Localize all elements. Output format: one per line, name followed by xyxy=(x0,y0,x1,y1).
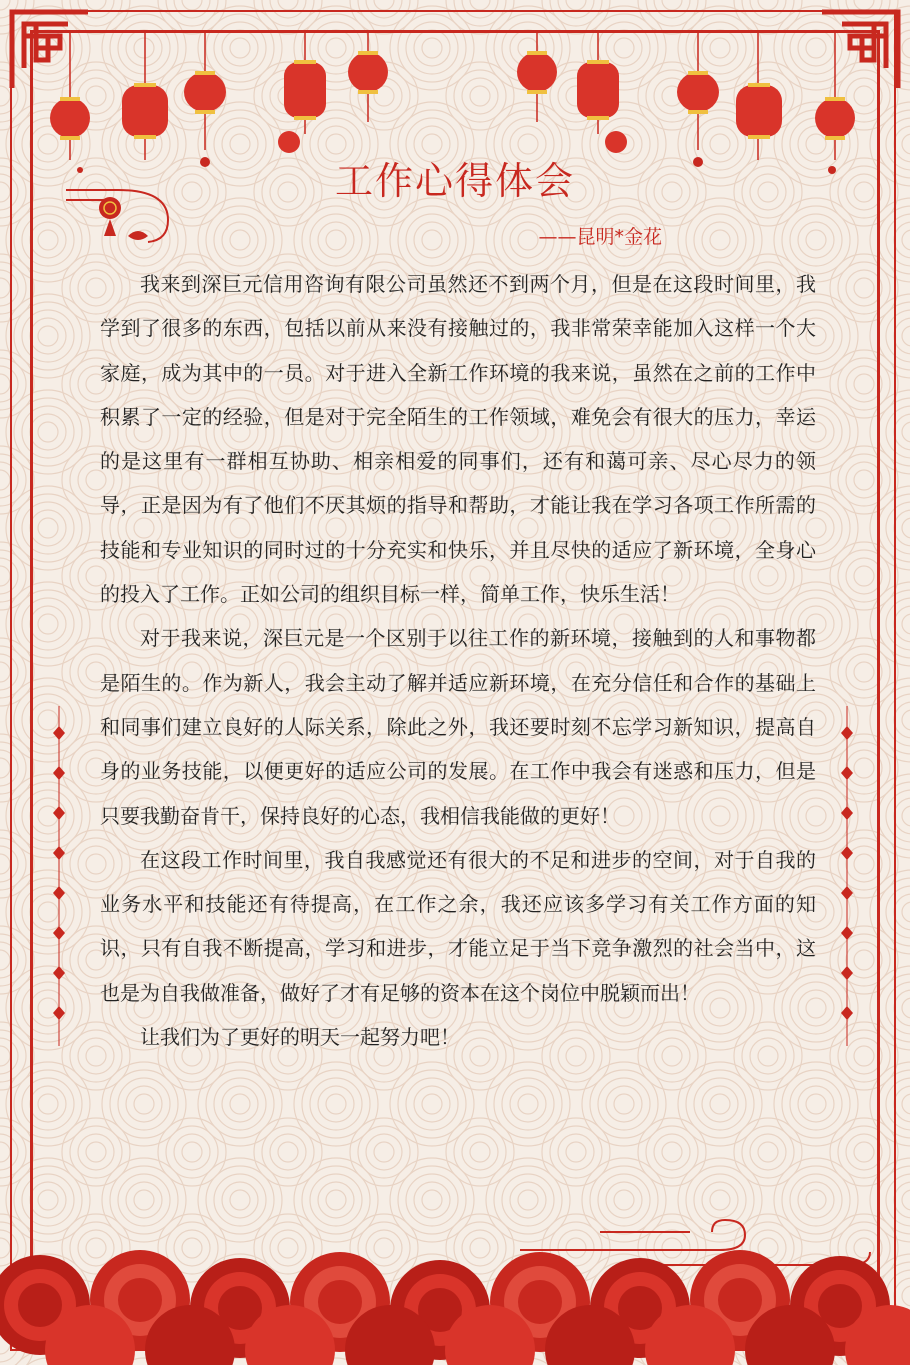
diamond-string-left-icon xyxy=(52,706,66,1046)
paragraph-4: 让我们为了更好的明天一起努力吧！ xyxy=(140,1025,460,1050)
diamond-string-right-icon xyxy=(840,706,854,1046)
author-signature: ——昆明*金花 xyxy=(538,226,662,248)
document-title: 工作心得体会 xyxy=(334,159,575,203)
body-text xyxy=(100,262,816,1059)
paragraph-1: 我来到深巨元信用咨询有限公司虽然还不到两个月，但是在这段时间里，我学到了很多的东西，包括以前从来没有接触过的，我非常荣幸能加入这样一个大家庭，成为其中的一员。对于进入全新工作环境的我来说，虽然在之前的工作中积累了一定的经验，但是对于完全陌生的工作领域，难免会有很大的压力，幸运的是这里有一群相互协助、相亲相爱的同事们，还有和蔼可亲、尽心尽力的领导，正是因为有了他们不厌其烦的指导和帮助，才能让我在学习各项工作所需的技能和专业知识的同时过的十分充实和快乐，并且尽快的适应了新环境，全身心的投入了工作。正如公司的组织目标一样，简单工作，快乐生活！ xyxy=(100,272,816,607)
paragraph-3: 在这段工作时间里，我自我感觉还有很大的不足和进步的空间，对于自我的业务水平和技能还有待提高，在工作之余，我还应该多学习有关工作方面的知识，只有自我不断提高，学习和进步，才能立足于当下竞争激烈的社会当中，这也是为自我做准备，做好了才有足够的资本在这个岗位中脱颖而出！ xyxy=(100,847,816,1005)
cloud-pattern-footer-icon xyxy=(0,1190,910,1365)
paragraph-2: 对于我来说，深巨元是一个区别于以往工作的新环境，接触到的人和事物都是陌生的。作为新人，我会主动了解并适应新环境，在充分信任和合作的基础上和同事们建立良好的人际关系，除此之外，我还要时刻不忘学习新知识，提高自身的业务技能，以便更好的适应公司的发展。在工作中我会有迷惑和压力，但是只要我勤奋肯干，保持良好的心态，我相信我能做的更好！ xyxy=(100,626,816,828)
